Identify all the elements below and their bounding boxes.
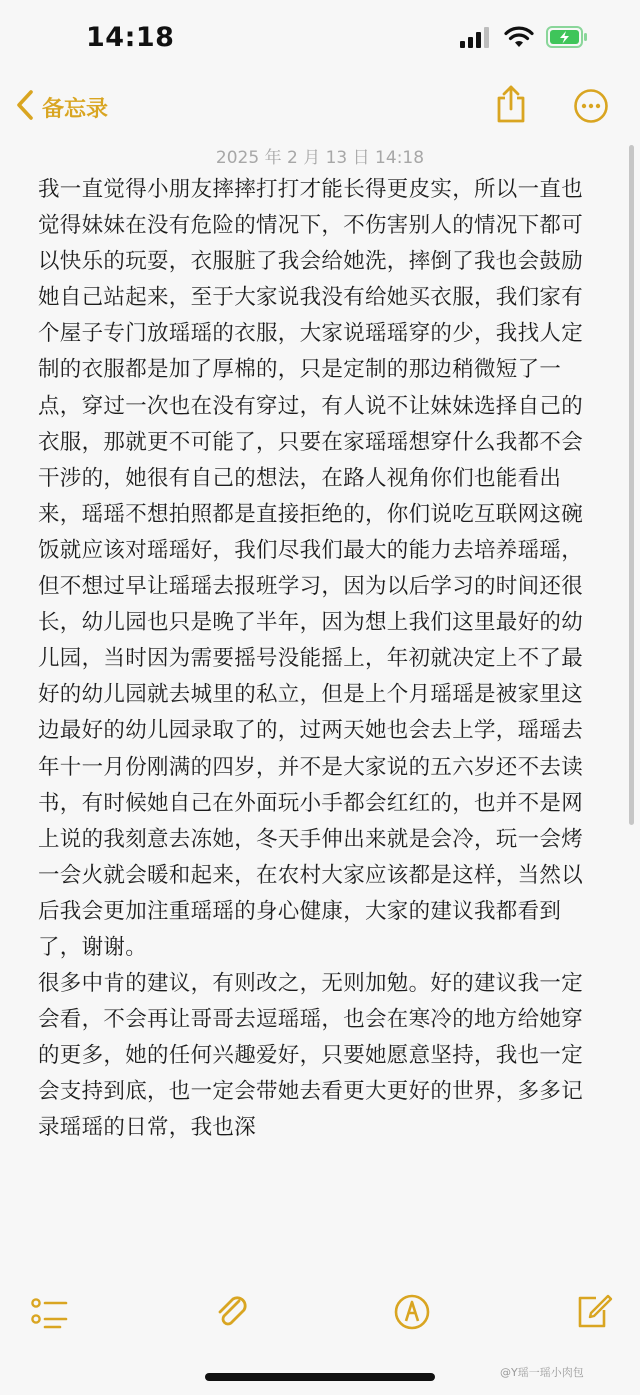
scrollbar[interactable] xyxy=(629,145,634,825)
compose-icon xyxy=(574,1317,614,1336)
battery-charging-icon xyxy=(546,26,588,52)
status-time: 14:18 xyxy=(86,22,175,53)
more-icon xyxy=(573,109,609,128)
checklist-icon xyxy=(30,1317,70,1336)
back-button[interactable] xyxy=(14,88,108,126)
attachment-icon xyxy=(212,1317,252,1336)
bottom-toolbar xyxy=(0,1288,640,1334)
nav-bar xyxy=(0,80,640,136)
checklist-button[interactable] xyxy=(30,1292,70,1332)
back-label: 备忘录 xyxy=(42,96,109,122)
markup-button[interactable] xyxy=(392,1292,432,1332)
note-paragraph: 我一直觉得小朋友摔摔打打才能长得更皮实，所以一直也觉得妹妹在没有危险的情况下，不伤害别人的情况下都可以快乐的玩耍，衣服脏了我会给她洗，摔倒了我也会鼓励她自己站起来，至于大家说我没有给她买衣服，我们家有个屋子专门放瑶瑶的衣服，大家说瑶瑶穿的少，我找人定制的衣服都是加了厚棉的，只是定制的那边稍微短了一点，穿过一次也在没有穿过，有人说不让妹妹选择自己的衣服，那就更不可能了，只要在家瑶瑶想穿什么我都不会干涉的，她很有自己的想法，在路人视角你们也能看出来，瑶瑶不想拍照都是直接拒绝的，你们说吃互联网这碗饭就应该对瑶瑶好，我们尽我们最大的能力去培养瑶瑶，但不想过早让瑶瑶去报班学习，因为以后学习的时间还很长，幼儿园也只是晚了半年，因为想上我们这里最好的幼儿园，当时因为需要摇号没能摇上，年初就决定上不了最好的幼儿园就去城里的私立，但是上个月瑶瑶是被家里这边最好的幼儿园录取了的，过两天她也会去上学，瑶瑶去年十一月份刚满的四岁，并不是大家说的五六岁还不去读书，有时候她自己在外面玩小手都会红红的，也并不是网上说的我刻意去冻她，冬天手伸出来就是会冷，玩一会烤一会火就会暖和起来，在农村大家应该都是这样，当然以后我会更加注重瑶瑶的身心健康，大家的建议我都看到了，谢谢。 xyxy=(38,177,584,960)
watermark: @Y瑶一瑶小肉包 xyxy=(500,1366,584,1379)
more-button[interactable] xyxy=(573,88,609,124)
chevron-left-icon xyxy=(14,88,36,126)
share-icon xyxy=(493,109,529,128)
note-body[interactable] xyxy=(38,172,598,1282)
compose-button[interactable] xyxy=(574,1292,614,1332)
wifi-icon xyxy=(504,26,534,52)
attachment-button[interactable] xyxy=(212,1292,252,1332)
markup-icon xyxy=(392,1317,432,1336)
home-indicator[interactable] xyxy=(205,1373,435,1381)
status-icons xyxy=(460,26,588,52)
cellular-signal-icon xyxy=(460,26,492,52)
note-date: 2025 年 2 月 13 日 14:18 xyxy=(215,148,425,168)
status-bar xyxy=(0,0,640,80)
share-button[interactable] xyxy=(493,84,529,124)
note-paragraph: 很多中肯的建议，有则改之，无则加勉。好的建议我一定会看，不会再让哥哥去逗瑶瑶，也会在寒冷的地方给她穿的更多，她的任何兴趣爱好，只要她愿意坚持，我也一定会支持到底，也一定会带她去看更大更好的世界，多多记录瑶瑶的日常，我也深 xyxy=(38,971,584,1141)
